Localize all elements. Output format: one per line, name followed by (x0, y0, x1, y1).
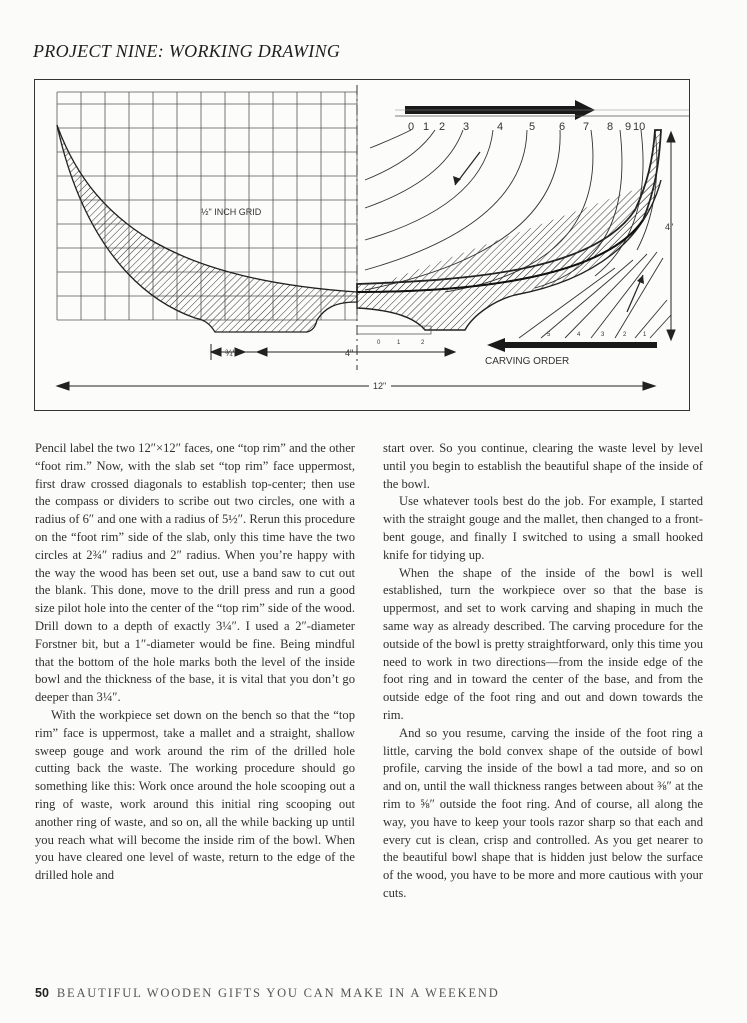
svg-text:2: 2 (421, 340, 425, 346)
order-number: 5 (529, 121, 536, 133)
svg-text:4: 4 (577, 332, 581, 338)
page-footer (35, 986, 500, 1001)
bowl-profile-drawing (35, 80, 689, 410)
svg-text:1: 1 (643, 332, 647, 338)
page-title: PROJECT NINE: WORKING DRAWING (33, 41, 341, 61)
foot-dimension-label: ¾" (225, 348, 236, 358)
lower-order-arrow (487, 338, 657, 352)
paragraph: Use whatever tools best do the job. For example, I started with the straight gouge and the mallet, then changed to a front-bent gouge, and finally I switched to using a small hooked knife for tidying up. (383, 494, 703, 562)
paragraph: Pencil label the two 12″×12″ faces, one “top rim” and the other “foot rim.” Now, with the slab set “top rim” face uppermost, first draw crossed diagonals to establish top-center; then use the compass or dividers to scribe out two circles, one with a radius of 6″ and one with a radius of 5½″. Rerun this procedure on the “foot rim” side of the slab, only this time have the two circles at 2¾″ radius and 2″ radius. When you’re happy with the way the wood has been set out, use a band saw to cut out the blank. This done, move to the drill press and run a good size pilot hole into the center of the “top rim” side of the wood. Drill down to a depth of exactly 3¼″. I used a 2″-diameter Forstner bit, but a 1″-diameter would be fine. Being mindful that the bottom of the hole marks both the level of the inside bowl and the thickness of the base, it is vital that you don’t go deeper than 3¼″. (35, 441, 355, 705)
paragraph: With the workpiece set down on the bench so that the “top rim” face is uppermost, take a mallet and a straight, shallow sweep gouge and work around the rim of the drilled hole cutting back the waste. The working procedure should go something like this: Work once around the hole scooping out a ring of waste, work around this initial ring scooping out another ring of waste, and so on, all the while backing up until you reach what will become the inside rim of the bowl. When you have cleared one level of waste, return to the edge of the drilled hole and (35, 707, 355, 883)
grid-label: ½" INCH GRID (201, 207, 262, 217)
page-number: 50 (35, 986, 49, 1000)
full-width-dimension (57, 382, 655, 390)
order-number: 1 (423, 121, 430, 133)
order-number: 10 (633, 121, 646, 133)
carving-order-label: CARVING ORDER (485, 356, 570, 367)
paragraph: When the shape of the inside of the bowl is well established, turn the workpiece over so that the base is uppermost, and set to work carving and shaping in much the same way as already described. The carving procedure for the outside of the bowl is pretty straightforward, only this time you need to work in two directions—from the inside edge of the foot ring and in toward the center of the base, and from the outside edge of the foot ring and out and down towards the rim. (383, 565, 703, 722)
height-dimension-label: 4" (665, 222, 674, 232)
order-number: 4 (497, 121, 504, 133)
order-number: 3 (463, 121, 470, 133)
svg-text:1: 1 (397, 340, 401, 346)
half-width-dimension-label: 4" (345, 348, 354, 358)
order-number: 6 (559, 121, 566, 133)
running-footer: BEAUTIFUL WOODEN GIFTS YOU CAN MAKE IN A WEEKEND (56, 986, 500, 1000)
height-dimension (667, 132, 675, 340)
order-number: 7 (583, 121, 590, 133)
full-width-dimension-label: 12" (373, 381, 387, 391)
left-bowl-section (57, 125, 357, 332)
order-number: 0 (408, 121, 415, 133)
svg-text:0: 0 (377, 340, 381, 346)
body-text-right-column (383, 440, 703, 903)
order-number: 2 (439, 121, 446, 133)
order-number: 9 (625, 121, 632, 133)
paragraph: And so you resume, carving the inside of the foot ring a little, carving the bold convex shape of the outside of bowl profile, carving the inside of the bowl a tad more, and so on and on, until the wall thickness ranges between about ⅜″ at the rim to ⅝″ outside the foot ring. And of course, all along the way, you have to keep your tools razor sharp so that each and every cut is clean, crisp and controlled. As you get nearer to the beautiful bowl shape that is hidden just below the surface of the wood, you have to be more and more cautious with your cuts. (383, 725, 703, 900)
foot-dimension (211, 344, 455, 360)
body-text-left-column (35, 440, 355, 885)
working-drawing (34, 79, 690, 411)
paragraph: start over. So you continue, clearing the waste level by level until you begin to establish the beautiful shape of the inside of the bowl. (383, 441, 703, 491)
order-number: 8 (607, 121, 614, 133)
svg-text:3: 3 (601, 332, 605, 338)
svg-text:2: 2 (623, 332, 627, 338)
svg-text:5: 5 (547, 332, 551, 338)
